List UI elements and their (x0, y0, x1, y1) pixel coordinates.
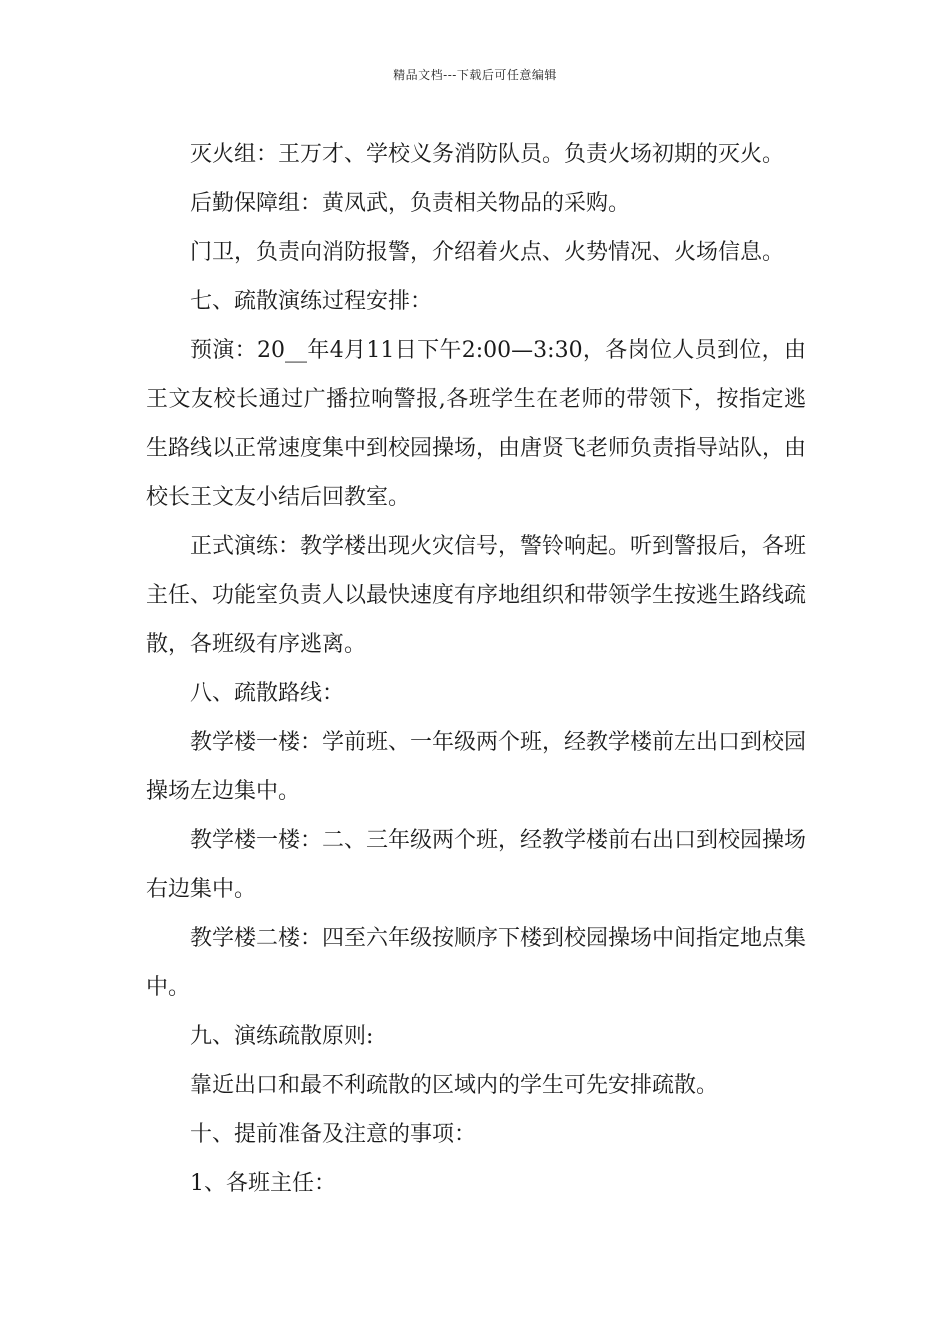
paragraph-fire-team: 灭火组：王万才、学校义务消防队员。负责火场初期的灭火。 (190, 142, 785, 167)
paragraph-rehearsal: 预演：20__年4月11日下午2:00—3:30，各岗位人员到位，由王文友校长通过广播拉响警报,各班学生在老师的带领下，按指定逃生路线以正常速度集中到校园操场，由唐贤飞老师负责指导站队，由校长王文友小结后回教室。 (146, 338, 807, 510)
paragraph-principle: 靠近出口和最不利疏散的区域内的学生可先安排疏散。 (190, 1073, 719, 1098)
paragraph-item-1: 1、各班主任： (190, 1171, 336, 1196)
paragraph-route-floor1-a: 教学楼一楼：学前班、一年级两个班，经教学楼前左出口到校园操场左边集中。 (146, 730, 807, 804)
paragraph-route-floor2: 教学楼二楼：四至六年级按顺序下楼到校园操场中间指定地点集中。 (146, 926, 807, 1000)
paragraph-route-floor1-b: 教学楼一楼：二、三年级两个班，经教学楼前右出口到校园操场右边集中。 (146, 828, 807, 902)
page-header: 精品文档---下载后可任意编辑 (393, 68, 557, 82)
section-heading-10: 十、提前准备及注意的事项： (190, 1122, 477, 1147)
section-heading-8: 八、疏散路线： (190, 681, 345, 706)
paragraph-formal-drill: 正式演练：教学楼出现火灾信号，警铃响起。听到警报后，各班主任、功能室负责人以最快速度有序地组织和带领学生按逃生路线疏散，各班级有序逃离。 (146, 534, 807, 657)
paragraph-logistics-team: 后勤保障组：黄凤武，负责相关物品的采购。 (190, 191, 631, 216)
section-heading-7: 七、疏散演练过程安排： (190, 289, 433, 314)
document-body (146, 130, 806, 1208)
paragraph-gatekeeper: 门卫，负责向消防报警，介绍着火点、火势情况、火场信息。 (190, 240, 785, 265)
section-heading-9: 九、演练疏散原则: (190, 1024, 374, 1049)
